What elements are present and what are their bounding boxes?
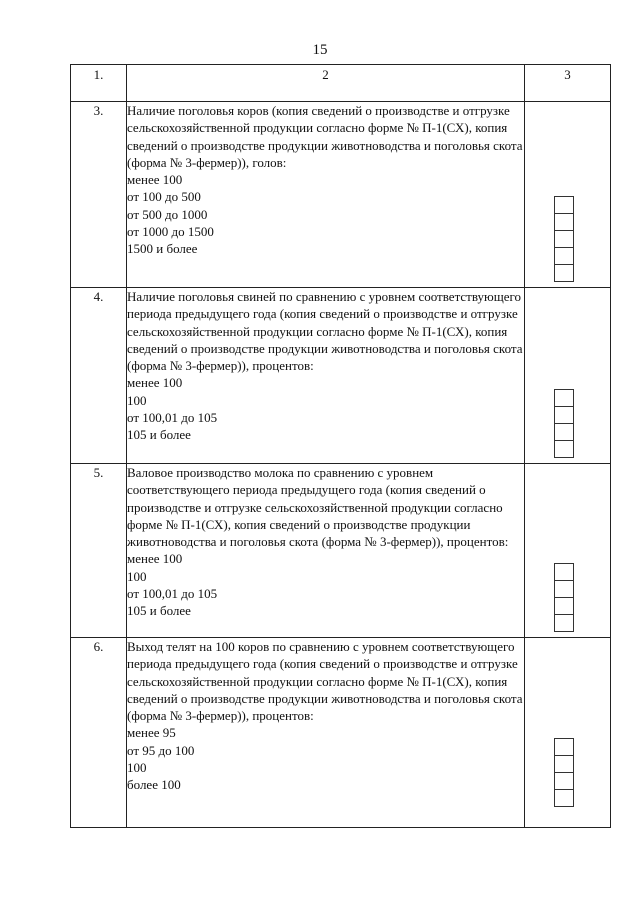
page-number: 15: [312, 42, 328, 58]
row-number: 6.: [71, 638, 127, 828]
row-number: 5.: [71, 464, 127, 638]
option-checkbox[interactable]: [554, 772, 574, 790]
row-description: [127, 638, 525, 828]
option-label: от 100 до 500: [127, 189, 201, 205]
option-checkbox[interactable]: [554, 580, 574, 598]
option-label: от 1000 до 1500: [127, 224, 214, 240]
option-label: менее 100: [127, 375, 183, 391]
option-checkbox[interactable]: [554, 597, 574, 615]
header-col-mark: 3: [525, 65, 611, 102]
option-label: 105 и более: [127, 427, 191, 443]
option-label: менее 100: [127, 172, 183, 188]
option-label: 100: [127, 760, 147, 776]
option-label: от 100,01 до 105: [127, 586, 218, 602]
row-description: [127, 102, 525, 288]
question-text: Выход телят на 100 коров по сравнению с уровнем соответствующего периода предыдущего года (копия сведений о производстве и отгрузке сельскохозяйственной продукции согласно форме № П-1(СХ), копия сведений о производстве продукции животноводства и поголовья скота (форма № 3-фермер)), процентов:: [127, 639, 523, 724]
option-checkbox[interactable]: [554, 738, 574, 756]
option-checkbox[interactable]: [554, 423, 574, 441]
checkbox-group: [554, 390, 574, 458]
questionnaire-table: [70, 64, 611, 828]
option-label: более 100: [127, 777, 181, 793]
checkbox-cell: [525, 638, 611, 828]
option-label: от 100,01 до 105: [127, 410, 218, 426]
option-checkbox[interactable]: [554, 230, 574, 248]
option-label: 105 и более: [127, 603, 191, 619]
option-checkbox[interactable]: [554, 389, 574, 407]
checkbox-group: [554, 564, 574, 632]
header-col-description: 2: [127, 65, 525, 102]
checkbox-group: [554, 197, 574, 282]
option-label: 1500 и более: [127, 241, 198, 257]
checkbox-cell: [525, 288, 611, 464]
option-label: 100: [127, 568, 147, 584]
option-checkbox[interactable]: [554, 247, 574, 265]
option-checkbox[interactable]: [554, 755, 574, 773]
table-row: [71, 464, 611, 638]
table-row: [71, 288, 611, 464]
question-text: Валовое производство молока по сравнению с уровнем соответствующего периода предыдущего года (копия сведений о производстве и отгрузке сельскохозяйственной продукции согласно форме № П-1(СХ), копия сведений о производстве продукции животноводства и поголовья скота (форма № 3-фермер)), процентов:: [127, 465, 509, 550]
row-description: [127, 288, 525, 464]
question-text: Наличие поголовья свиней по сравнению с уровнем соответствующего периода предыдущего года (копия сведений о производстве и отгрузке сельскохозяйственной продукции согласно форме № П-1(СХ), копия сведений о производстве продукции животноводства и поголовья скота (форма № 3-фермер)), процентов:: [127, 289, 523, 374]
option-checkbox[interactable]: [554, 406, 574, 424]
option-checkbox[interactable]: [554, 789, 574, 807]
checkbox-group: [554, 739, 574, 807]
option-label: от 95 до 100: [127, 742, 195, 758]
row-number: 3.: [71, 102, 127, 288]
option-checkbox[interactable]: [554, 440, 574, 458]
option-label: менее 100: [127, 551, 183, 567]
row-number: 4.: [71, 288, 127, 464]
option-checkbox[interactable]: [554, 563, 574, 581]
question-text: Наличие поголовья коров (копия сведений о производстве и отгрузке сельскохозяйственной продукции согласно форме № П-1(СХ), копия сведений о производстве продукции животноводства и поголовья скота (форма № 3-фермер)), голов:: [127, 103, 523, 170]
option-label: менее 95: [127, 725, 176, 741]
option-checkbox[interactable]: [554, 614, 574, 632]
table-row: [71, 102, 611, 288]
option-checkbox[interactable]: [554, 213, 574, 231]
option-label: 100: [127, 392, 147, 408]
option-checkbox[interactable]: [554, 196, 574, 214]
table-header-row: [71, 65, 611, 102]
checkbox-cell: [525, 102, 611, 288]
row-description: [127, 464, 525, 638]
option-checkbox[interactable]: [554, 264, 574, 282]
table-row: [71, 638, 611, 828]
checkbox-cell: [525, 464, 611, 638]
header-col-number: 1.: [71, 65, 127, 102]
option-label: от 500 до 1000: [127, 206, 208, 222]
